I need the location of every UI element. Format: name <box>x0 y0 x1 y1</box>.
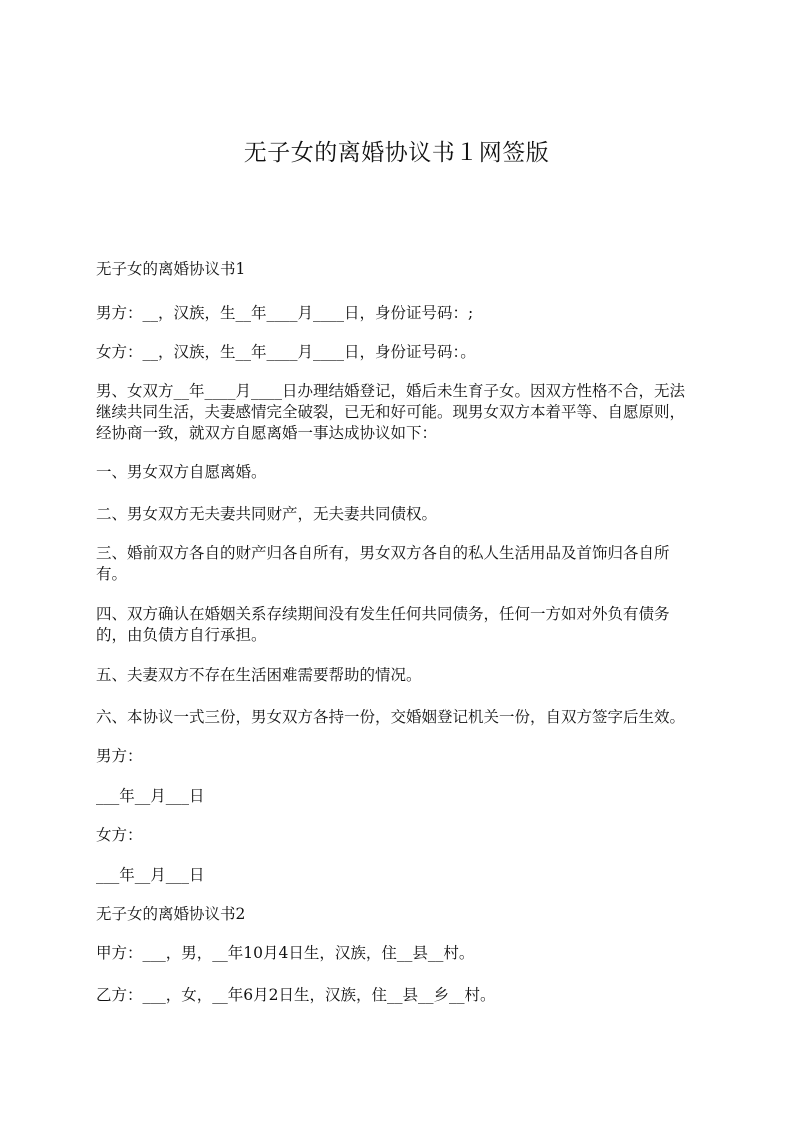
husband-info-line: 男方：__，汉族，生__年____月____日，身份证号码：; <box>96 304 474 322</box>
party-a-info-line: 甲方：___，男，__年10月4日生，汉族，住__县__村。 <box>96 944 475 962</box>
clause-6: 六、本协议一式三份，男女双方各持一份，交婚姻登记机关一份，自双方签字后生效。 <box>96 708 686 726</box>
marriage-background-paragraph: 男、女双方__年____月____日办理结婚登记，婚后未生育子女。因双方性格不合，无法继续共同生活，夫妻感情完全破裂，已无和好可能。现男女双方本着平等、自愿原则，经协商一致，就双方自愿离婚一事达成协议如下： <box>96 382 686 442</box>
clause-3: 三、婚前双方各自的财产归各自所有，男女双方各自的私人生活用品及首饰归各自所有。 <box>96 544 670 583</box>
clause-1: 一、男女双方自愿离婚。 <box>96 463 267 481</box>
husband-signature-date: ___年__月___日 <box>96 787 205 805</box>
wife-info-line: 女方：__，汉族，生__年____月____日，身份证号码：。 <box>96 343 476 361</box>
party-b-info-line: 乙方：___，女，__年6月2日生，汉族，住__县__乡__村。 <box>96 986 496 1004</box>
wife-signature-label: 女方： <box>96 826 143 844</box>
wife-signature-date: ___年__月___日 <box>96 866 205 884</box>
document-title: 无子女的离婚协议书１网签版 <box>243 140 550 166</box>
section-heading-agreement-2: 无子女的离婚协议书2 <box>96 905 246 923</box>
clause-5: 五、夫妻双方不存在生活困难需要帮助的情况。 <box>96 666 422 684</box>
clause-2: 二、男女双方无夫妻共同财产，无夫妻共同债权。 <box>96 505 438 523</box>
section-heading-agreement-1: 无子女的离婚协议书1 <box>96 260 246 278</box>
clause-4: 四、双方确认在婚姻关系存续期间没有发生任何共同债务，任何一方如对外负有债务的，由负债方自行承担。 <box>96 605 670 644</box>
husband-signature-label: 男方： <box>96 747 143 765</box>
